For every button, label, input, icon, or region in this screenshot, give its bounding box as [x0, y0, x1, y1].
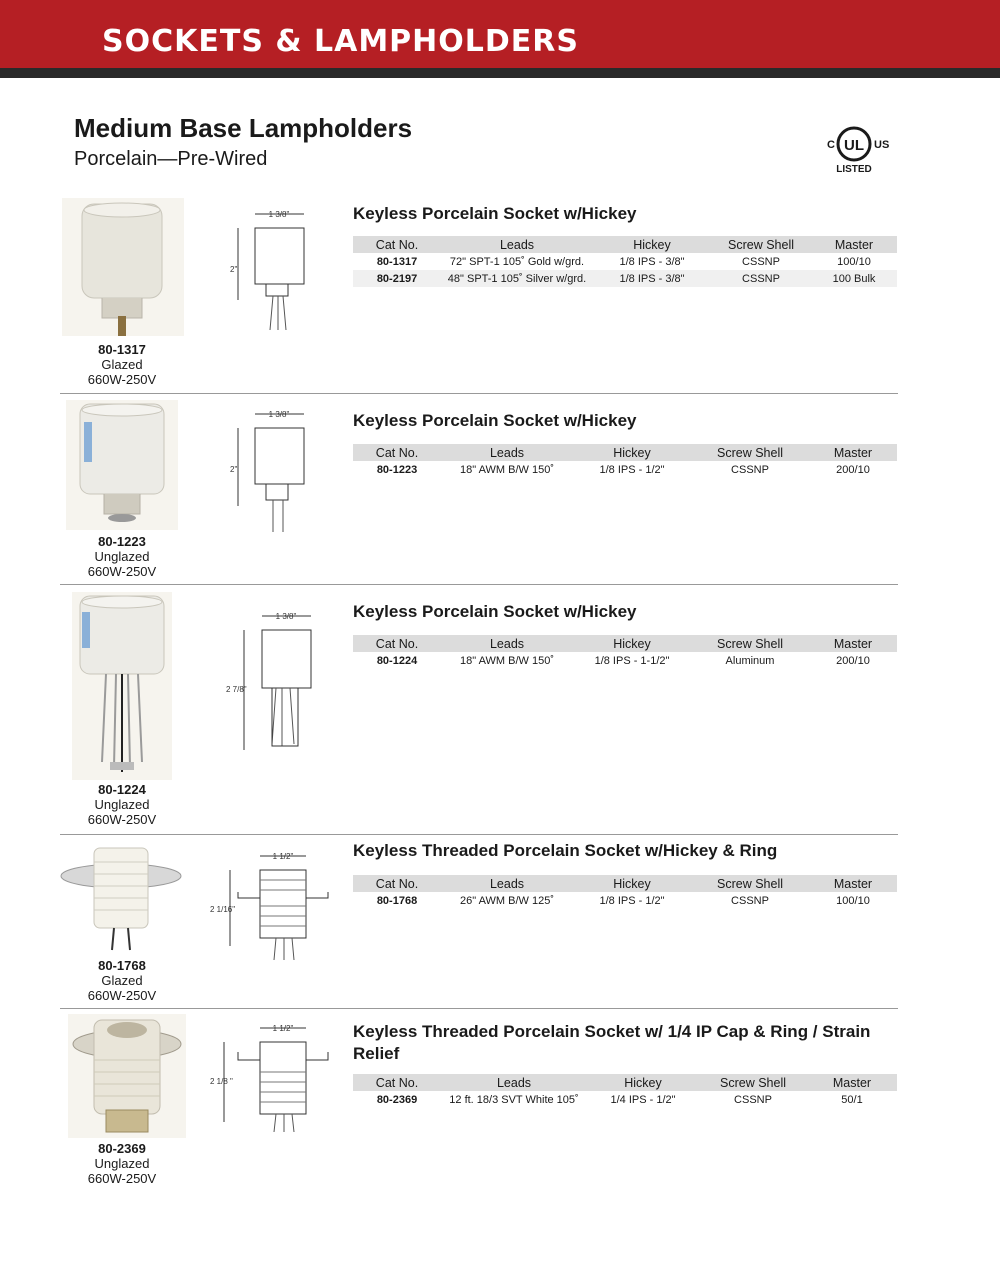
- column-header: Master: [807, 1074, 897, 1091]
- cell-hickey: 1/4 IPS - 1/2": [610, 1093, 676, 1106]
- product-photo-80-2369: [68, 1014, 186, 1138]
- cell-screw-shell: CSSNP: [742, 255, 780, 268]
- product-caption: [72, 342, 172, 387]
- product-photo-80-1768: [56, 842, 186, 954]
- column-header: Hickey: [573, 875, 691, 892]
- product-caption: [72, 1141, 172, 1186]
- page-title: Medium Base Lampholders: [74, 113, 413, 143]
- column-header: Cat No.: [353, 1074, 441, 1091]
- column-header: Leads: [441, 635, 573, 652]
- spec-table: [353, 635, 897, 669]
- product-photo-80-1224: [72, 592, 172, 780]
- dimension-drawing-80-1224: [224, 604, 324, 759]
- table-row: [353, 1091, 897, 1108]
- caption-rating: 660W-250V: [87, 1171, 157, 1186]
- cell-leads: 72" SPT-1 105˚ Gold w/grd.: [449, 255, 585, 268]
- caption-rating: 660W-250V: [87, 988, 157, 1003]
- dimension-drawing-80-1768: [210, 844, 334, 964]
- column-header: Screw Shell: [691, 444, 809, 461]
- cell-screw-shell: CSSNP: [731, 463, 769, 476]
- spec-table: [353, 236, 897, 287]
- caption-finish: Unglazed: [94, 549, 150, 564]
- ul-center-text: UL: [844, 137, 864, 154]
- caption-cat-no: 80-1223: [98, 534, 146, 549]
- cell-leads: 26" AWM B/W 125˚: [460, 894, 554, 907]
- column-header: Master: [809, 635, 897, 652]
- cell-hickey: 1/8 IPS - 1/2": [599, 894, 665, 907]
- section-divider: [60, 393, 898, 394]
- cell-master: 100/10: [837, 255, 871, 268]
- dim-height: 2": [230, 265, 238, 274]
- column-header: Screw Shell: [711, 236, 811, 253]
- dimension-drawing-80-2369: [210, 1016, 334, 1136]
- cell-master: 200/10: [836, 654, 870, 667]
- cell-leads: 12 ft. 18/3 SVT White 105˚: [449, 1093, 579, 1106]
- product-caption: [72, 534, 172, 579]
- table-header-row: [353, 236, 897, 253]
- caption-cat-no: 80-1317: [98, 342, 146, 357]
- caption-finish: Unglazed: [94, 797, 150, 812]
- caption-finish: Glazed: [101, 973, 143, 988]
- column-header: Leads: [441, 236, 593, 253]
- ul-listed-icon: [822, 120, 902, 180]
- caption-cat-no: 80-1768: [98, 958, 146, 973]
- ul-left-text: C: [827, 139, 835, 151]
- column-header: Screw Shell: [691, 635, 809, 652]
- product-title: Keyless Porcelain Socket w/Hickey: [353, 411, 637, 430]
- cell-leads: 48" SPT-1 105˚ Silver w/grd.: [441, 270, 593, 287]
- table-header-row: [353, 635, 897, 652]
- spec-table: [353, 444, 897, 478]
- dimension-drawing-80-1223: [228, 400, 318, 535]
- cell-screw-shell: CSSNP: [731, 894, 769, 907]
- dim-width: 1 1/2": [272, 1024, 294, 1033]
- column-header: Master: [809, 875, 897, 892]
- cell-cat-no: 80-1224: [376, 654, 418, 667]
- column-header: Cat No.: [353, 635, 441, 652]
- banner-title: SOCKETS & LAMPHOLDERS: [102, 24, 579, 59]
- product-title: Keyless Porcelain Socket w/Hickey: [353, 204, 637, 223]
- dim-width: 1 3/8": [268, 210, 290, 219]
- product-caption: [72, 958, 172, 1003]
- product-title: Keyless Porcelain Socket w/Hickey: [353, 602, 637, 621]
- column-header: Cat No.: [353, 444, 441, 461]
- cell-cat-no: 80-1223: [376, 463, 418, 476]
- caption-rating: 660W-250V: [87, 812, 157, 827]
- table-row: [353, 892, 897, 909]
- cell-screw-shell: Aluminum: [725, 654, 775, 667]
- dim-width: 1 3/8": [275, 612, 297, 621]
- cell-cat-no: 80-1317: [376, 255, 418, 268]
- caption-rating: 660W-250V: [87, 372, 157, 387]
- cell-cat-no: 80-2369: [376, 1093, 418, 1106]
- caption-cat-no: 80-1224: [98, 782, 146, 797]
- cell-screw-shell: CSSNP: [734, 1093, 772, 1106]
- column-header: Screw Shell: [699, 1074, 807, 1091]
- column-header: Screw Shell: [691, 875, 809, 892]
- table-row: [353, 461, 897, 478]
- section-divider: [60, 584, 898, 585]
- dim-height: 2 1/16": [210, 905, 236, 914]
- dim-height: 2 1/8 ": [210, 1077, 233, 1086]
- column-header: Master: [811, 236, 897, 253]
- caption-cat-no: 80-2369: [98, 1141, 146, 1156]
- cell-cat-no: 80-2197: [353, 270, 441, 287]
- product-title: Keyless Threaded Porcelain Socket w/ 1/4 IP Cap & Ring / Strain Relief: [353, 1022, 871, 1063]
- cell-cat-no: 80-1768: [376, 894, 418, 907]
- column-header: Master: [809, 444, 897, 461]
- dim-width: 1 3/8": [268, 410, 290, 419]
- column-header: Leads: [441, 875, 573, 892]
- cell-master: 100 Bulk: [811, 270, 897, 287]
- column-header: Leads: [441, 444, 573, 461]
- product-photo-80-1223: [66, 400, 178, 530]
- dimension-drawing-80-1317: [228, 200, 318, 335]
- table-row: [353, 270, 897, 287]
- product-title: Keyless Threaded Porcelain Socket w/Hickey & Ring: [353, 841, 778, 860]
- cell-master: 50/1: [841, 1093, 863, 1106]
- section-divider: [60, 1008, 898, 1009]
- dim-width: 1 1/2": [272, 852, 294, 861]
- spec-table: [353, 1074, 897, 1108]
- dim-height: 2": [230, 465, 238, 474]
- cell-hickey: 1/8 IPS - 3/8": [619, 255, 685, 268]
- column-header: Cat No.: [353, 236, 441, 253]
- caption-rating: 660W-250V: [87, 564, 157, 579]
- cell-leads: 18" AWM B/W 150˚: [460, 654, 554, 667]
- product-caption: [72, 782, 172, 827]
- table-row: [353, 253, 897, 270]
- cell-screw-shell: CSSNP: [711, 270, 811, 287]
- banner-strip: [0, 68, 1000, 78]
- page-subtitle: Porcelain—Pre-Wired: [74, 148, 268, 170]
- caption-finish: Glazed: [101, 357, 143, 372]
- dim-height: 2 7/8": [226, 685, 247, 694]
- cell-hickey: 1/8 IPS - 1/2": [599, 463, 665, 476]
- column-header: Hickey: [587, 1074, 699, 1091]
- table-row: [353, 652, 897, 669]
- ul-bottom-text: LISTED: [836, 164, 872, 175]
- section-divider: [60, 834, 898, 835]
- column-header: Hickey: [573, 635, 691, 652]
- product-photo-80-1317: [62, 198, 184, 336]
- caption-finish: Unglazed: [94, 1156, 150, 1171]
- column-header: Hickey: [573, 444, 691, 461]
- column-header: Leads: [441, 1074, 587, 1091]
- spec-table: [353, 875, 897, 909]
- ul-right-text: US: [874, 139, 890, 151]
- column-header: Cat No.: [353, 875, 441, 892]
- table-header-row: [353, 1074, 897, 1091]
- table-header-row: [353, 444, 897, 461]
- column-header: Hickey: [593, 236, 711, 253]
- cell-leads: 18" AWM B/W 150˚: [460, 463, 554, 476]
- cell-master: 100/10: [836, 894, 870, 907]
- table-header-row: [353, 875, 897, 892]
- cell-hickey: 1/8 IPS - 1-1/2": [594, 654, 670, 667]
- cell-hickey: 1/8 IPS - 3/8": [593, 270, 711, 287]
- cell-master: 200/10: [836, 463, 870, 476]
